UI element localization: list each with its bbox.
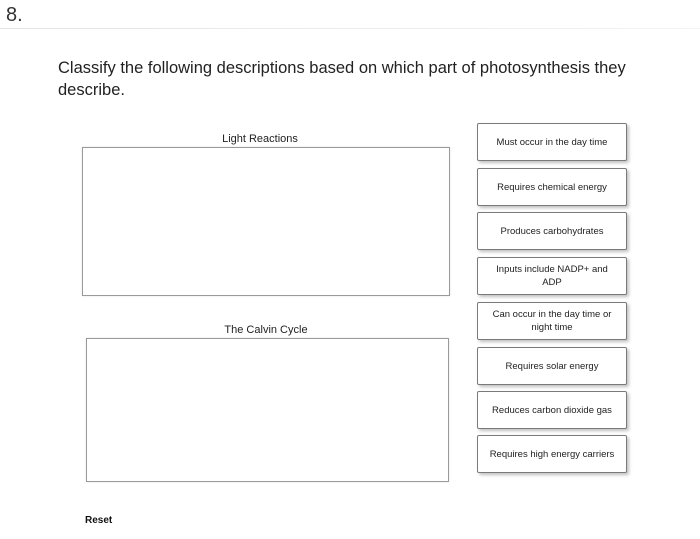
drop-zone-light-reactions[interactable] [82, 147, 450, 296]
drop-zone-calvin-cycle[interactable] [86, 338, 449, 482]
question-number: 8. [6, 4, 23, 26]
card-reduces-carbon-dioxide[interactable]: Reduces carbon dioxide gas [477, 391, 627, 429]
card-requires-chemical-energy[interactable]: Requires chemical energy [477, 168, 627, 206]
card-produces-carbohydrates[interactable]: Produces carbohydrates [477, 212, 627, 250]
card-requires-high-energy-carriers[interactable]: Requires high energy carriers [477, 435, 627, 473]
question-prompt: Classify the following descriptions based on which part of photosynthesis they describe. [58, 59, 626, 99]
card-inputs-nadp-adp[interactable]: Inputs include NADP+ and ADP [477, 257, 627, 295]
card-requires-solar-energy[interactable]: Requires solar energy [477, 347, 627, 385]
card-must-occur-day-time[interactable]: Must occur in the day time [477, 123, 627, 161]
card-day-or-night-time[interactable]: Can occur in the day time or night time [477, 302, 627, 340]
header-divider [0, 28, 700, 29]
zone-title-calvin-cycle: The Calvin Cycle [224, 324, 308, 336]
reset-button[interactable]: Reset [85, 515, 113, 526]
zone-title-light-reactions: Light Reactions [222, 133, 298, 145]
